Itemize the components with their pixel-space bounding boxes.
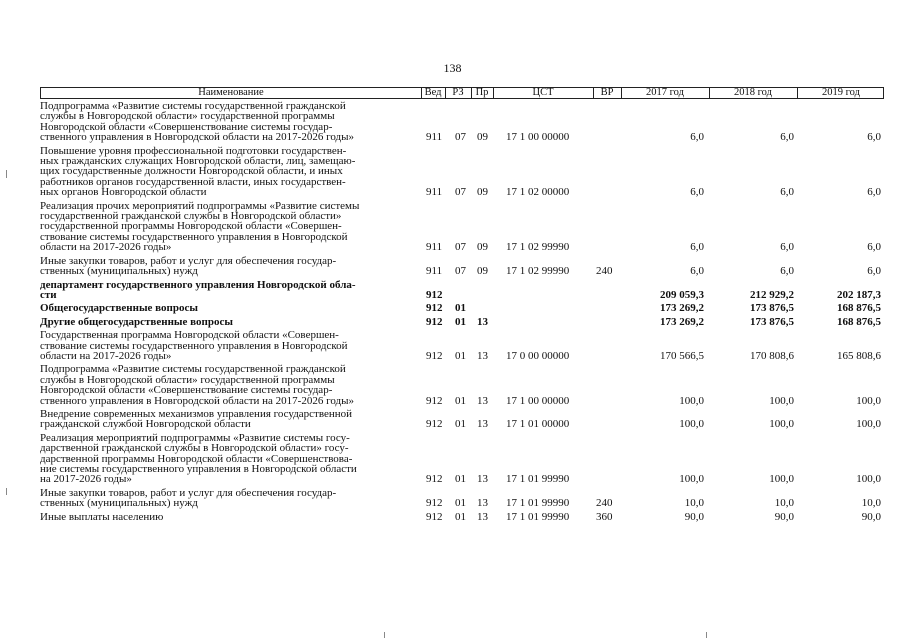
row-name: Подпрограмма «Развитие системы государственной гражданской службы в Новгородской области» государственной программы Новгородской области «Совершенствование системы государ- ственного управления в Новгородской области на 2017-2026 годы» [40,363,354,407]
cell-cst: 17 1 02 00000 [506,186,570,199]
row-name: Повышение уровня профессиональной подготовки государствен- ных гражданских служащих Новгородской области, лиц, замещаю- щих государственные должности Новгородской области, и иных работников органов государственной власти, иных государствен- ных органов Новгородской области [40,144,356,199]
cell-2018: 6,0 [780,241,794,254]
cell-2019: 202 187,3 [837,288,881,301]
cell-ved: 912 [426,418,443,431]
cell-rz: 07 [455,265,466,278]
cell-2019: 100,0 [856,418,881,431]
cell-2017: 10,0 [684,497,704,510]
cell-2017: 209 059,3 [660,288,704,301]
cell-ved: 911 [426,241,443,254]
cell-pr: 13 [477,315,488,328]
cell-pr: 13 [477,418,488,431]
table-header [40,87,884,99]
cell-vr: 360 [596,510,613,523]
cell-cst: 17 1 00 00000 [506,394,570,407]
cell-2018: 100,0 [769,418,794,431]
cell-vr: 240 [596,497,613,510]
cell-2017: 6,0 [690,131,704,144]
cell-2018: 212 929,2 [750,288,794,301]
table-row [40,303,884,313]
cell-pr: 13 [477,473,488,486]
cell-cst: 17 1 01 00000 [506,418,570,431]
row-name: Реализация прочих мероприятий подпрограммы «Развитие системы государственной гражданской службы в Новгородской области» государственной программы Новгородской области «Совершен- ствование системы государственного управления в Новгородской области на 2017-2026 годы» [40,199,360,254]
cell-cst: 17 1 00 00000 [506,131,570,144]
cell-2017: 100,0 [679,394,704,407]
cell-ved: 912 [426,288,443,301]
cell-vr: 240 [596,265,613,278]
table-row [40,146,884,198]
cell-cst: 17 1 01 99990 [506,510,570,523]
cell-2017: 173 269,2 [660,302,704,315]
header-ved: Вед [424,87,442,98]
cell-pr: 13 [477,510,488,523]
row-name: Внедрение современных механизмов управления государственной гражданской службой Новгородской области [40,407,353,431]
table-row [40,330,884,361]
header-name: Наименование [198,87,264,98]
cell-rz: 01 [455,510,466,523]
table-row [40,488,884,509]
row-name: Иные закупки товаров, работ и услуг для обеспечения государ- ственных (муниципальных) нужд [40,254,337,278]
cell-cst: 17 1 01 99990 [506,497,570,510]
cell-2019: 168 876,5 [837,315,881,328]
header-2018: 2018 год [734,87,772,98]
scan-mark [6,170,7,178]
table-row [40,201,884,253]
cell-2018: 100,0 [769,473,794,486]
cell-2019: 6,0 [867,241,881,254]
header-rz: РЗ [452,87,464,98]
cell-ved: 912 [426,349,443,362]
cell-pr: 09 [477,265,488,278]
cell-2017: 90,0 [684,510,704,523]
cell-2019: 6,0 [867,265,881,278]
header-vr: ВР [600,87,614,98]
header-2019: 2019 год [822,87,860,98]
cell-2019: 90,0 [861,510,881,523]
cell-2018: 6,0 [780,131,794,144]
table-row [40,256,884,277]
cell-rz: 07 [455,241,466,254]
table-body [40,101,884,525]
cell-pr: 09 [477,186,488,199]
cell-2017: 6,0 [690,241,704,254]
cell-2018: 173 876,5 [750,315,794,328]
row-name: Общегосударственные вопросы [40,302,198,315]
cell-cst: 17 1 02 99990 [506,265,570,278]
cell-ved: 912 [426,315,443,328]
scan-mark [384,632,385,638]
cell-2018: 170 808,6 [750,349,794,362]
cell-2018: 100,0 [769,394,794,407]
cell-2017: 6,0 [690,265,704,278]
cell-ved: 912 [426,473,443,486]
cell-pr: 13 [477,394,488,407]
cell-2018: 10,0 [774,497,794,510]
cell-ved: 911 [426,186,443,199]
cell-pr: 13 [477,497,488,510]
row-name: Иные закупки товаров, работ и услуг для обеспечения государ- ственных (муниципальных) нужд [40,486,337,510]
cell-cst: 17 1 01 99990 [506,473,570,486]
cell-2018: 90,0 [774,510,794,523]
row-name: Иные выплаты населению [40,510,164,523]
row-name: Реализация мероприятий подпрограммы «Развитие системы госу- дарственной гражданской службы в Новгородской области» госу- дарственной программы Новгородской области «Совершенствова- ние системы государственного управления в Новгородской области на 2017-2026 годы» [40,431,357,486]
row-name: департамент государственного управления Новгородской обла- сти [40,278,356,301]
row-name: Государственная программа Новгородской области «Совершен- ствование системы государственного управления в Новгородской области на 2017-2026 годы» [40,329,348,362]
scan-mark [706,632,707,638]
cell-2017: 170 566,5 [660,349,704,362]
cell-2018: 173 876,5 [750,302,794,315]
cell-2019: 6,0 [867,131,881,144]
cell-rz: 01 [455,315,466,328]
cell-2018: 6,0 [780,265,794,278]
table-row [40,409,884,430]
cell-2019: 165 808,6 [837,349,881,362]
cell-pr: 09 [477,241,488,254]
page-number: 138 [443,61,462,75]
cell-cst: 17 1 02 99990 [506,241,570,254]
table-row [40,364,884,406]
cell-2019: 6,0 [867,186,881,199]
cell-2017: 6,0 [690,186,704,199]
cell-pr: 09 [477,131,488,144]
cell-2017: 173 269,2 [660,315,704,328]
cell-rz: 01 [455,497,466,510]
cell-ved: 912 [426,497,443,510]
header-pr: Пр [475,87,489,98]
cell-2019: 100,0 [856,473,881,486]
cell-rz: 01 [455,394,466,407]
table-row [40,101,884,143]
cell-rz: 01 [455,349,466,362]
table-row [40,280,884,301]
header-cst: ЦСТ [532,87,554,98]
cell-ved: 912 [426,302,443,315]
cell-2019: 168 876,5 [837,302,881,315]
row-name: Подпрограмма «Развитие системы государственной гражданской службы в Новгородской области» государственной программы Новгородской области «Совершенствование системы государ- ственного управления в Новгородской области на 2017-2026 годы» [40,100,354,144]
cell-2019: 100,0 [856,394,881,407]
cell-rz: 07 [455,186,466,199]
cell-2019: 10,0 [861,497,881,510]
header-2017: 2017 год [646,87,684,98]
cell-ved: 911 [426,131,443,144]
row-name: Другие общегосударственные вопросы [40,315,233,328]
table-row [40,317,884,327]
cell-rz: 01 [455,418,466,431]
cell-ved: 912 [426,510,443,523]
cell-2017: 100,0 [679,418,704,431]
cell-2018: 6,0 [780,186,794,199]
cell-cst: 17 0 00 00000 [506,349,570,362]
cell-ved: 912 [426,394,443,407]
table-row [40,433,884,485]
cell-rz: 07 [455,131,466,144]
scan-mark [6,488,7,495]
cell-2017: 100,0 [679,473,704,486]
table-row [40,512,884,522]
cell-rz: 01 [455,473,466,486]
cell-pr: 13 [477,349,488,362]
cell-rz: 01 [455,302,466,315]
cell-ved: 911 [426,265,443,278]
